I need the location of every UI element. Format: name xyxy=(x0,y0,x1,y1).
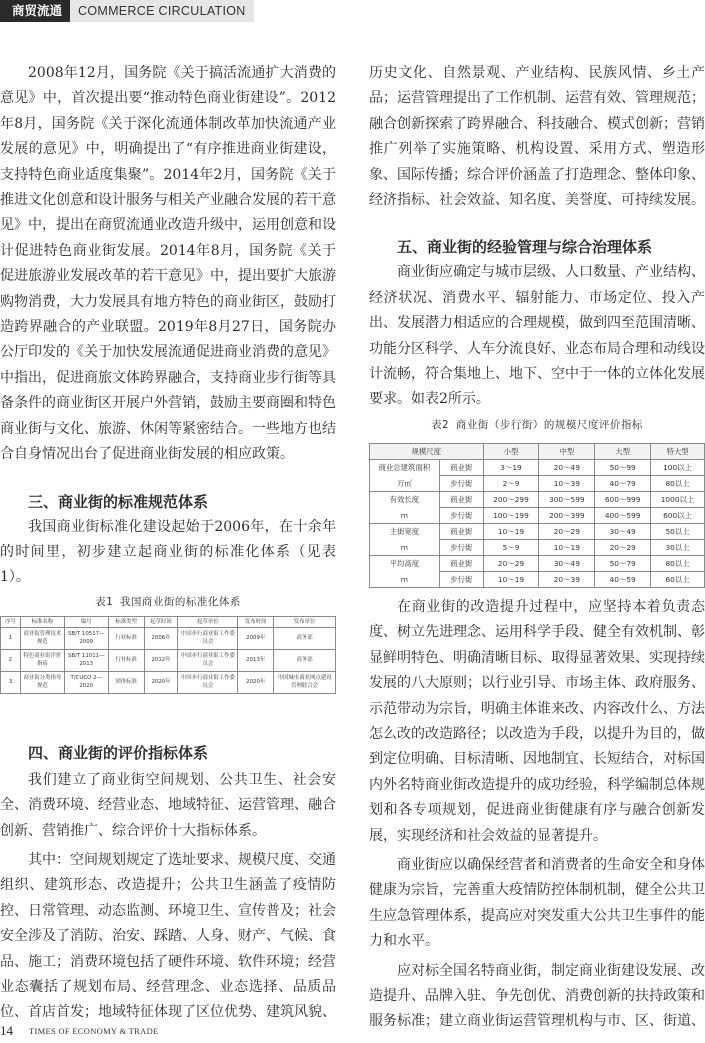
table-cell: 1 xyxy=(1,627,21,649)
table-header-cell: 特大型 xyxy=(651,443,705,459)
publication-label: 商贸流通 xyxy=(0,0,70,22)
table-row xyxy=(370,539,705,555)
table-header-cell: 小型 xyxy=(483,443,539,459)
table-cell: 400～599 xyxy=(595,507,651,523)
table-cell: 10～19 xyxy=(483,571,539,587)
table-cell: 3 xyxy=(1,671,21,693)
table-cell: 3～19 xyxy=(483,459,539,475)
table-cell: 中国步行商业街工作委员会 xyxy=(178,671,238,693)
table-cell: 商务部 xyxy=(274,627,336,649)
table-cell: 商务部 xyxy=(274,649,336,671)
table-cell: 行业标准 xyxy=(108,627,144,649)
table-cell: 300～599 xyxy=(539,491,595,507)
table-cell: m xyxy=(370,507,440,523)
table-cell: 商业街 xyxy=(439,523,483,539)
table-cell: 20～29 xyxy=(483,555,539,571)
table-row xyxy=(370,475,705,491)
section-heading: 五、商业街的经验管理与综合治理体系 xyxy=(397,238,653,257)
table-cell: 10～39 xyxy=(539,475,595,491)
table-header-cell: 发布单位 xyxy=(274,616,336,627)
page-footer xyxy=(0,1023,705,1041)
table-cell: 40～79 xyxy=(595,475,651,491)
table-header-cell: 起草时间 xyxy=(144,616,178,627)
table-cell: 步行街 xyxy=(439,475,483,491)
table-cell: 600～999 xyxy=(595,491,651,507)
table-row xyxy=(370,459,705,475)
table-header-cell: 标准类型 xyxy=(108,616,144,627)
table-cell: 有效长度 xyxy=(370,491,440,507)
section-english-label: COMMERCE CIRCULATION xyxy=(70,0,254,22)
table-cell: 万㎡ xyxy=(370,475,440,491)
left-column xyxy=(0,58,336,1026)
paragraph: 商业街应以确保经营者和消费者的生命安全和身体健康为宗旨，完善重大疫情防控体制机制，健全公共卫生应急管理体系，提高应对突发重大公共卫生事件的能力和水平。 xyxy=(369,856,705,950)
table-cell: 50～99 xyxy=(595,459,651,475)
section-heading: 三、商业街的标准规范体系 xyxy=(28,492,209,511)
paragraph: 历史文化、自然景观、产业结构、民族风情、乡土产品；运营管理提出了工作机制、运营有效、管理规范；融合创新探索了跨界融合、科技融合、模式创新；营销推广列举了实施策略、机构设置、采用方式、塑造形象、国际传播；综合评价涵盖了打造理念、整体印象、经济指标、社会效益、知名度、美誉度、可持续发展。 xyxy=(369,65,705,209)
page-header xyxy=(0,0,254,22)
table-cell: 2020年 xyxy=(144,671,178,693)
table-row xyxy=(370,507,705,523)
table-cell: 100～199 xyxy=(483,507,539,523)
table-cell: 2020年 xyxy=(238,671,274,693)
table-cell: 中国步行商业街工作委员会 xyxy=(178,649,238,671)
table-cell: 平均高度 xyxy=(370,555,440,571)
table-cell: 步行街 xyxy=(439,539,483,555)
table-cell: 主街宽度 xyxy=(370,523,440,539)
scale-table xyxy=(369,443,705,588)
magazine-name: TIMES OF ECONOMY & TRADE xyxy=(29,1026,159,1036)
right-column xyxy=(369,58,705,1035)
table-cell: 商业街管理技术规范 xyxy=(20,627,64,649)
table-cell: 100以上 xyxy=(651,459,705,475)
page-number: 14 xyxy=(0,1023,13,1038)
table-cell: 50～79 xyxy=(595,555,651,571)
table-cell: 30～49 xyxy=(539,555,595,571)
table-cell: 商业街 xyxy=(439,491,483,507)
table-cell: 2012年 xyxy=(144,649,178,671)
table-cell: 5～9 xyxy=(483,539,539,555)
table-cell: 步行街 xyxy=(439,571,483,587)
table-cell: 中国城市商业网点建设管理联合会 xyxy=(274,671,336,693)
table-header-row xyxy=(1,616,336,627)
table-row xyxy=(370,491,705,507)
table-header-cell: 序号 xyxy=(1,616,21,627)
table-cell: 商业总建筑面积 xyxy=(370,459,440,475)
table-caption: 表1 我国商业街的标准化体系 xyxy=(95,595,241,608)
table-header-cell: 编号 xyxy=(64,616,108,627)
table-header-row xyxy=(370,443,705,459)
table-cell: 200～299 xyxy=(483,491,539,507)
table-cell: 商业街分类指导规范 xyxy=(20,671,64,693)
table-cell: 2009年 xyxy=(238,627,274,649)
table-cell: 2 xyxy=(1,649,21,671)
table-row xyxy=(1,627,336,649)
table-cell: SB/T 11011—2013 xyxy=(64,649,108,671)
table-cell: 中国步行商业街工作委员会 xyxy=(178,627,238,649)
table-cell: 30～49 xyxy=(595,523,651,539)
table-cell: 600以上 xyxy=(651,507,705,523)
table-cell: m xyxy=(370,571,440,587)
table-header-cell: 标准名称 xyxy=(20,616,64,627)
table-cell: 40～59 xyxy=(595,571,651,587)
paragraph: 在商业街的改造提升过程中，应坚持本着负责态度、树立先进理念、运用科学手段、健全有效机制、彰显鲜明特色、明确清晰目标、取得显著效果、实现持续发展的八大原则；以行业引导、市场主体、政府服务、示范带动为宗旨，明确主体谁来改、内容改什么、方法怎么改的改造路径；以改造为手段，以提升为目的，做到定位明确、目标清晰、因地制宜、长短结合，对标国内外名特商业街改造提升的成功经验，科学编制总体规划和各专项规划，促进商业街健康有序与融合创新发展，实现经济和社会效益的显著提升。 xyxy=(369,598,705,844)
table-cell: T/CUCO 2—2020 xyxy=(64,671,108,693)
standards-table xyxy=(0,616,336,694)
table-header-cell: 发布时间 xyxy=(238,616,274,627)
paragraph: 其中：空间规划规定了选址要求、规模尺度、交通组织、建筑形态、改造提升；公共卫生涵盖了疫情防控、日常管理、动态监测、环境卫生、宣传普及；社会安全涉及了消防、治安、踩踏、人身、财产、气候、食品、施工；消费环境包括了硬件环境、软件环境；经营业态囊括了规划布局、经营理念、业态选择、品质品位、首店首发；地域特征体现了区位优势、建筑风貌、 xyxy=(0,851,336,1021)
table-row xyxy=(1,649,336,671)
table-cell: 1000以上 xyxy=(651,491,705,507)
table-cell: 200～399 xyxy=(539,507,595,523)
paragraph: 应对标全国名特商业街，制定商业街建设发展、改造提升、品牌入驻、争先创优、消费创新的扶持政策和服务标准；建立商业街运营管理机构与市、区、街道、 xyxy=(369,962,705,1030)
table-header-cell: 大型 xyxy=(595,443,651,459)
table-header-cell: 起草单位 xyxy=(178,616,238,627)
table-cell: 行业标准 xyxy=(108,649,144,671)
table-row xyxy=(1,671,336,693)
table-cell: 20～39 xyxy=(539,571,595,587)
table-row xyxy=(370,555,705,571)
paragraph: 2008年12月，国务院《关于搞活流通扩大消费的意见》中，首次提出要“推动特色商业街建设”。2012年8月，国务院《关于深化流通体制改革加快流通产业发展的意见》中，明确提出了“有序推进商业街建设，支持特色商业适度集聚”。2014年2月，国务院《关于推进文化创意和设计服务与相关产业融合发展的若干意见》中，提出在商贸流通业改造升级中，运用创意和设计促进特色商业街发展。2014年8月，国务院《关于促进旅游业发展改革的若干意见》中，提出要扩大旅游购物消费，大力发展具有地方特色的商业街区，鼓励打造跨界融合的产业联盟。2019年8月27日，国务院办公厅印发的《关于加快发展流通促进商业消费的意见》中指出，促进商旅文体跨界融合，支持商业步行街等具备条件的商业街区开展户外营销，鼓励主要商圈和特色商业街与文化、旅游、休闲等紧密结合。一些地方也结合自身情况出台了促进商业街发展的相应政策。 xyxy=(0,65,336,463)
table-cell: 商业街 xyxy=(439,459,483,475)
table-cell: 10～19 xyxy=(539,539,595,555)
table-cell: 2013年 xyxy=(238,649,274,671)
paragraph: 我国商业街标准化建设起始于2006年，在十余年的时间里，初步建立起商业街的标准化体系（见表1）。 xyxy=(0,518,336,586)
table-caption: 表2 商业街（步行街）的规模尺度评价指标 xyxy=(431,418,643,431)
table-cell: 商业街 xyxy=(439,555,483,571)
table-header-cell: 规模尺度 xyxy=(370,443,484,459)
paragraph: 商业街应确定与城市层级、人口数量、产业结构、经济状况、消费水平、辐射能力、市场定位、投入产出、发展潜力相适应的合理规模，做到四至范围清晰、功能分区科学、人车分流良好、业态布局合理和动线设计流畅，符合集地上、地下、空中于一体的立体化发展要求。如表2所示。 xyxy=(369,264,705,408)
section-heading: 四、商业街的评价指标体系 xyxy=(28,743,209,762)
paragraph: 我们建立了商业街空间规划、公共卫生、社会安全、消费环境、经营业态、地域特征、运营管理、融合创新、营销推广、综合评价十大指标体系。 xyxy=(0,771,336,839)
table-cell: SB/T 10517—2009 xyxy=(64,627,108,649)
table-cell: 60以上 xyxy=(651,571,705,587)
table-cell: 80以上 xyxy=(651,555,705,571)
table-cell: m xyxy=(370,539,440,555)
table-cell: 80以上 xyxy=(651,475,705,491)
table-cell: 团体标准 xyxy=(108,671,144,693)
table-cell: 30以上 xyxy=(651,539,705,555)
table-header-cell: 中型 xyxy=(539,443,595,459)
table-cell: 2～9 xyxy=(483,475,539,491)
table-row xyxy=(370,523,705,539)
table-cell: 步行街 xyxy=(439,507,483,523)
table-cell: 特色商业街评价指南 xyxy=(20,649,64,671)
table-cell: 50以上 xyxy=(651,523,705,539)
table-cell: 20～29 xyxy=(595,539,651,555)
table-row xyxy=(370,571,705,587)
table-cell: 20～49 xyxy=(539,459,595,475)
table-cell: 20～29 xyxy=(539,523,595,539)
table-cell: 2006年 xyxy=(144,627,178,649)
table-cell: 10～19 xyxy=(483,523,539,539)
